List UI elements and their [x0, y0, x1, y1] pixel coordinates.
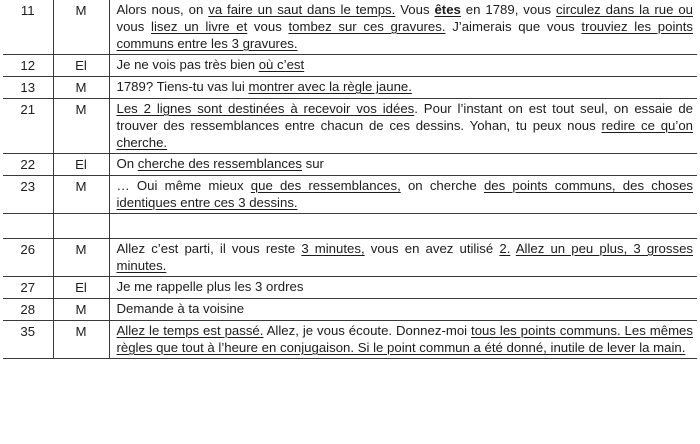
underlined-phrase: que des ressemblances,: [250, 178, 401, 193]
text-segment: vous en avez utilisé: [364, 241, 500, 256]
transcript-row: [3, 299, 697, 321]
transcript-row: [3, 321, 697, 359]
line-number: 13: [3, 77, 53, 99]
underlined-phrase: où c’est: [258, 57, 305, 72]
transcript-table: [3, 0, 697, 359]
line-number: 27: [3, 277, 53, 299]
underlined-phrase: tous les points communs. Les mêmes règles que tout à l’heure en conjugaison. Si le point commun a été donné, inutile de lever la main.: [116, 323, 693, 355]
utterance: [109, 0, 697, 55]
utterance: [109, 77, 697, 99]
speaker: M: [53, 239, 109, 277]
text-segment: Vous: [395, 2, 435, 17]
transcript-row: [3, 239, 697, 277]
underlined-phrase: êtes: [434, 2, 461, 17]
underlined-phrase: Allez le temps est passé.: [116, 323, 264, 338]
utterance: [109, 321, 697, 359]
text-segment: 1789? Tiens-tu vas lui: [116, 79, 249, 94]
speaker: M: [53, 321, 109, 359]
text-segment: Je me rappelle plus les 3 ordres: [116, 279, 304, 294]
underlined-phrase: Allez un peu plus, 3 grosses minutes.: [116, 241, 694, 273]
underlined-phrase: montrer avec la règle jaune.: [248, 79, 412, 94]
transcript-row: [3, 77, 697, 99]
speaker: M: [53, 99, 109, 154]
line-number: 21: [3, 99, 53, 154]
text-segment: … Oui même mieux: [116, 178, 251, 193]
transcript-row: [3, 277, 697, 299]
speaker: El: [53, 154, 109, 176]
text-segment: . Pour l’instant on est tout seul, on essaie de trouver des ressemblances entre chacun de ces dessins. Yohan, tu peux nous: [116, 101, 693, 133]
text-segment: en 1789, vous: [460, 2, 557, 17]
utterance: [109, 277, 697, 299]
underlined-phrase: des points communs, des choses identiques entre ces 3 dessins.: [116, 178, 694, 210]
speaker: M: [53, 0, 109, 55]
underlined-phrase: redire ce qu’on cherche.: [116, 118, 693, 150]
underlined-phrase: tombez sur ces gravures.: [288, 19, 446, 34]
text-segment: sur: [301, 156, 324, 171]
text-segment: Demande à ta voisine: [116, 301, 245, 316]
underlined-phrase: 2.: [499, 241, 511, 256]
text-segment: Allez, je vous écoute. Donnez-moi: [263, 323, 472, 338]
line-number: 23: [3, 176, 53, 214]
underlined-phrase: va faire un saut dans le temps.: [208, 2, 396, 17]
line-number: 28: [3, 299, 53, 321]
text-segment: On: [116, 156, 138, 171]
transcript-row: [3, 154, 697, 176]
underlined-phrase: cherche des ressemblances: [137, 156, 302, 171]
transcript-row: [3, 214, 697, 239]
transcript-row: [3, 55, 697, 77]
line-number: 22: [3, 154, 53, 176]
speaker: M: [53, 77, 109, 99]
transcript-row: [3, 99, 697, 154]
text-segment: vous: [247, 19, 289, 34]
underlined-phrase: Les 2 lignes sont destinées à recevoir vos idées: [116, 101, 415, 116]
transcript-row: [3, 176, 697, 214]
text-segment: on cherche: [400, 178, 484, 193]
line-number: 11: [3, 0, 53, 55]
utterance: [109, 99, 697, 154]
utterance: [109, 176, 697, 214]
speaker: El: [53, 55, 109, 77]
underlined-phrase: 3 minutes,: [301, 241, 365, 256]
text-segment: Allez c’est parti, il vous reste: [116, 241, 302, 256]
underlined-phrase: lisez un livre et: [151, 19, 248, 34]
speaker: El: [53, 277, 109, 299]
transcript-row: [3, 0, 697, 55]
speaker: M: [53, 176, 109, 214]
utterance: [109, 239, 697, 277]
speaker: [53, 214, 109, 239]
underlined-phrase: circulez dans la rue ou: [556, 2, 693, 17]
transcript-body: [3, 0, 697, 359]
line-number: [3, 214, 53, 239]
line-number: 12: [3, 55, 53, 77]
text-segment: Je ne vois pas très bien: [116, 57, 259, 72]
utterance: [109, 214, 697, 239]
utterance: [109, 55, 697, 77]
underlined-phrase: trouviez les points communs entre les 3 gravures.: [116, 19, 693, 51]
utterance: [109, 299, 697, 321]
line-number: 26: [3, 239, 53, 277]
text-segment: Alors nous, on: [116, 2, 209, 17]
line-number: 35: [3, 321, 53, 359]
speaker: M: [53, 299, 109, 321]
utterance: [109, 154, 697, 176]
text-segment: vous: [116, 19, 152, 34]
text-segment: J’aimerais que vous: [445, 19, 582, 34]
